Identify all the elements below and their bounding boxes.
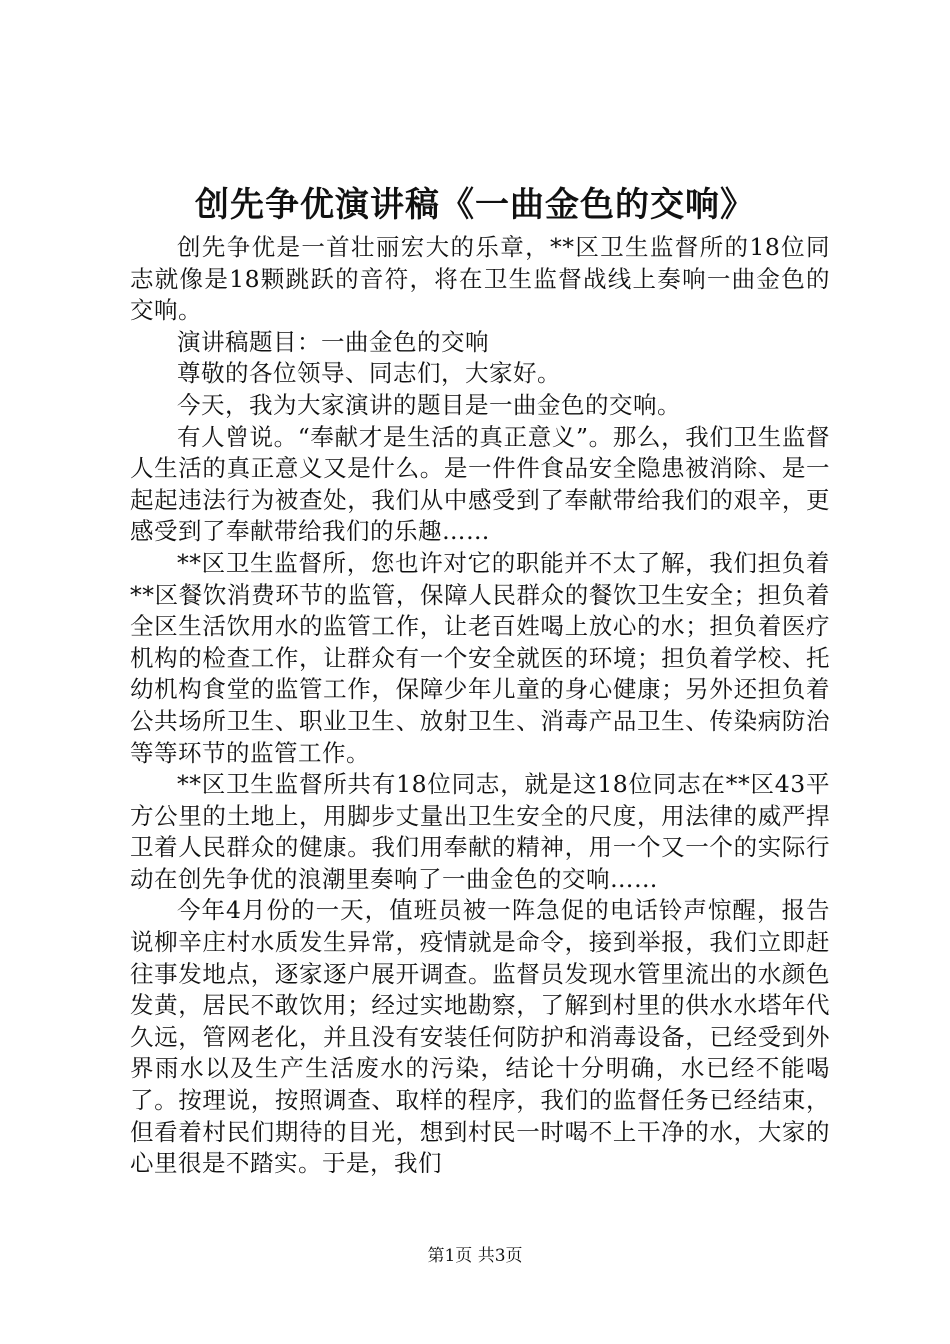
page-number-footer: 第1页 共3页: [427, 1246, 523, 1266]
paragraph-greeting: 尊敬的各位领导、同志们，大家好。: [177, 359, 561, 388]
paragraph-duties: **区卫生监督所，您也许对它的职能并不太了解，我们担负着**区餐饮消费环节的监管，保障人民群众的餐饮卫生安全；担负着全区生活饮用水的监管工作，让老百姓喝上放心的水；担负着医疗机构的检查工作，让群众有一个安全就医的环境；担负着学校、托幼机构食堂的监管工作，保障少年儿童的身心健康；另外还担负着公共场所卫生、职业卫生、放射卫生、消毒产品卫生、传染病防治等等环节的监管工作。: [130, 548, 830, 767]
document-body: [130, 232, 830, 1180]
paragraph-intro: 创先争优是一首壮丽宏大的乐章，**区卫生监督所的18位同志就像是18颗跳跃的音符，将在卫生监督战线上奏响一曲金色的交响。: [130, 233, 830, 325]
paragraph-meaning: 有人曾说。“奉献才是生活的真正意义”。那么，我们卫生监督人生活的真正意义又是什么。是一件件食品安全隐患被消除、是一起起违法行为被查处，我们从中感受到了奉献带给我们的艰辛，更感受到了奉献带给我们的乐趣……: [130, 422, 830, 546]
paragraph-announce: 今天，我为大家演讲的题目是一曲金色的交响。: [177, 390, 681, 419]
paragraph-story: 今年4月份的一天，值班员被一阵急促的电话铃声惊醒，报告说柳辛庄村水质发生异常，疫情就是命令，接到举报，我们立即赶往事发地点，逐家逐户展开调查。监督员发现水管里流出的水颜色发黄，居民不敢饮用；经过实地勘察，了解到村里的供水水塔年代久远，管网老化，并且没有安装任何防护和消毒设备，已经受到外界雨水以及生产生活废水的污染，结论十分明确，水已经不能喝了。按理说，按照调查、取样的程序，我们的监督任务已经结束，但看着村民们期待的目光，想到村民一时喝不上干净的水，大家的心里很是不踏实。于是，我们: [130, 896, 830, 1178]
document-title: 创先争优演讲稿《一曲金色的交响》: [195, 185, 755, 225]
paragraph-topic: 演讲稿题目：一曲金色的交响: [177, 327, 489, 356]
paragraph-staff: **区卫生监督所共有18位同志，就是这18位同志在**区43平方公里的土地上，用脚步丈量出卫生安全的尺度，用法律的威严捍卫着人民群众的健康。我们用奉献的精神，用一个又一个的实际行动在创先争优的浪潮里奏响了一曲金色的交响……: [130, 770, 830, 893]
